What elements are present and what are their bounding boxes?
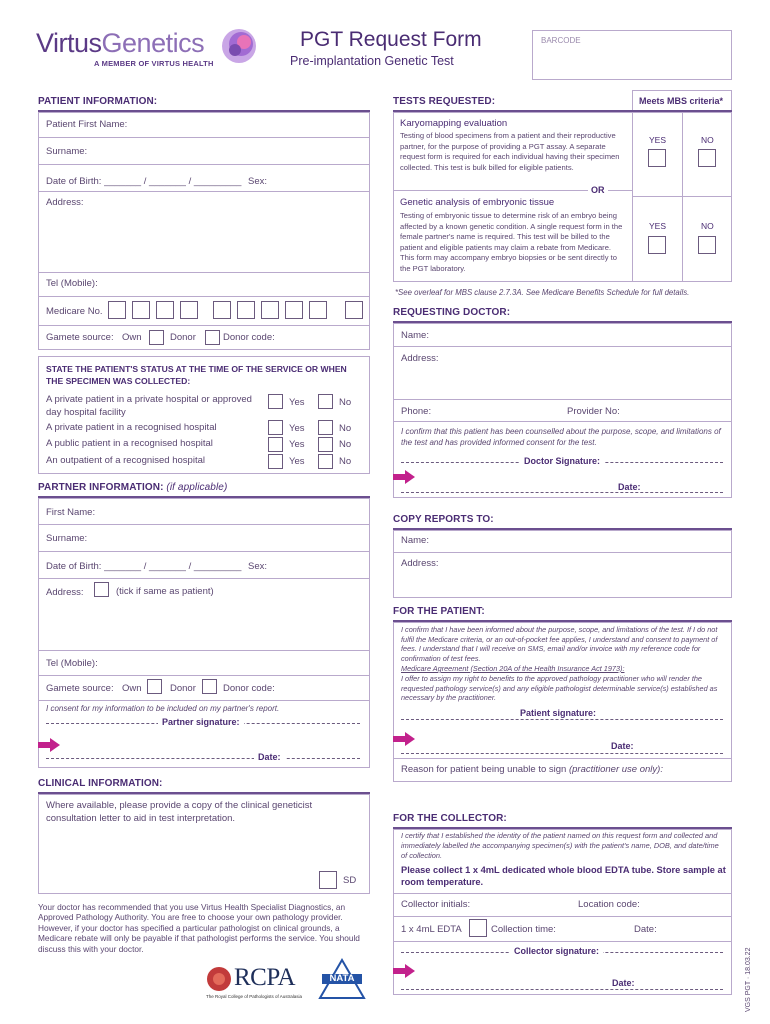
partner-sex-field[interactable]: Sex:: [248, 561, 268, 572]
brand-logo: [36, 28, 266, 72]
collection-date-field[interactable]: Date:: [634, 924, 657, 935]
medicare-number-boxes[interactable]: [108, 301, 370, 321]
status-row-1-no-label: No: [339, 397, 352, 408]
sd-checkbox[interactable]: [319, 871, 337, 889]
doctor-box: [393, 323, 732, 498]
karyo-no-checkbox[interactable]: [698, 149, 716, 167]
patient-donor-code-field[interactable]: Donor code:: [223, 332, 275, 343]
brand-subtitle: A MEMBER OF VIRTUS HEALTH: [94, 59, 214, 68]
brand-swirl-icon: [219, 26, 259, 66]
genetic-yes-checkbox[interactable]: [648, 236, 666, 254]
karyo-title: Karyomapping evaluation: [400, 118, 508, 129]
patient-unable-reason-field[interactable]: [401, 764, 663, 775]
rcpa-subtext: The Royal College of Pathologists of Australasia: [206, 994, 303, 999]
partner-signature-label: Partner signature:: [158, 717, 244, 727]
genetic-no-checkbox[interactable]: [698, 236, 716, 254]
status-row-4-no-checkbox[interactable]: [318, 454, 333, 469]
copy-address-field[interactable]: Address:: [401, 558, 439, 569]
barcode-label: BARCODE: [541, 36, 581, 45]
patient-address-field[interactable]: Address:: [46, 197, 84, 208]
edta-checkbox[interactable]: [469, 919, 487, 937]
doctor-provider-field[interactable]: Provider No:: [567, 406, 620, 417]
doctor-phone-field[interactable]: Phone:: [401, 406, 432, 417]
patient-sign-arrow-icon: [393, 732, 415, 746]
patient-heading: PATIENT INFORMATION:: [38, 96, 158, 107]
partner-consent-text: I consent for my information to be included on my partner's report.: [46, 704, 280, 713]
partner-date-label: Date:: [254, 752, 285, 762]
copy-heading: COPY REPORTS TO:: [393, 514, 494, 525]
partner-donor-code-field[interactable]: Donor code:: [223, 683, 275, 694]
edta-label: 1 x 4mL EDTA: [401, 924, 462, 935]
karyo-no-label: NO: [701, 135, 714, 145]
mbs-header-label: Meets MBS criteria*: [639, 96, 724, 106]
genetic-title: Genetic analysis of embryonic tissue: [400, 197, 555, 208]
mbs-note: *See overleaf for MBS clause 2.7.3A. See Medicare Benefits Schedule for full details.: [395, 288, 690, 297]
doctor-confirm-text: I confirm that this patient has been counselled about the purpose, scope, and limitations of the test and has provided informed consent for the test.: [401, 427, 721, 447]
partner-first-name-field[interactable]: First Name:: [46, 507, 96, 518]
patient-sex-field[interactable]: Sex:: [248, 176, 268, 187]
genetic-text: Testing of embryonic tissue to determine risk of an embryo being affected by a known genetic condition. A single request form in the female partner's name is required. This test will be billed to the patient and eligible patients may claim a rebate from Medicare. This form may accompany embryo biopsies or be sent directly to the PGT laboratory.: [400, 211, 623, 273]
patient-gamete-label: Gamete source:: [46, 332, 114, 343]
pathology-disclaimer: Your doctor has recommended that you use Virtus Health Specialist Diagnostics, an Approved Pathology Authority. You are free to choose your own pathology provider. However, if your doctor has specified a particular pathologist on clinical grounds, a Medicare rebate will only be payable if that pathologist performs the service. You should discuss this with your doctor.: [38, 902, 360, 954]
for-patient-text-1: I confirm that I have been informed about the purpose, scope, and limitations of the test. If I do not fulfil the Medicare criteria, or an out-of-pocket fee applies, I understand and consent to payment of fees. I understand that I will receive on SMS, email and/or invoice with my reference code for confirmation of test fees.: [401, 625, 718, 663]
for-patient-medicare-title: Medicare Agreement (Section 20A of the Health Insurance Act 1973):: [401, 664, 625, 673]
reason-note: (practitioner use only):: [568, 764, 663, 775]
clinical-heading: CLINICAL INFORMATION:: [38, 778, 163, 789]
patient-dob-field[interactable]: Date of Birth: _______ / _______ / _________: [46, 176, 242, 187]
collection-time-field[interactable]: Collection time:: [491, 924, 556, 935]
form-title: PGT Request Form: [300, 28, 482, 51]
copy-name-field[interactable]: Name:: [401, 535, 429, 546]
sd-label: SD: [343, 875, 357, 886]
patient-surname-field[interactable]: Surname:: [46, 146, 88, 157]
doctor-date-label: Date:: [614, 482, 645, 492]
status-row-3-yes-checkbox[interactable]: [268, 437, 283, 452]
karyo-yes-checkbox[interactable]: [648, 149, 666, 167]
collector-location-field[interactable]: Location code:: [578, 899, 640, 910]
status-row-2-yes-label: Yes: [289, 423, 305, 434]
collector-heading: FOR THE COLLECTOR:: [393, 813, 507, 824]
patient-tel-field[interactable]: Tel (Mobile):: [46, 278, 98, 289]
nata-logo: [318, 958, 366, 1000]
copy-box: [393, 530, 732, 598]
partner-info-box: [38, 498, 370, 768]
patient-medicare-label: Medicare No.: [46, 306, 103, 317]
partner-surname-field[interactable]: Surname:: [46, 533, 88, 544]
status-row-2-no-checkbox[interactable]: [318, 420, 333, 435]
status-row-3-no-label: No: [339, 439, 352, 450]
tests-heading: TESTS REQUESTED:: [393, 96, 496, 107]
karyo-yes-label: YES: [649, 135, 667, 145]
patient-signature-label: Patient signature:: [516, 708, 600, 718]
form-version-code: VGS PGT · 18.03.22: [745, 947, 752, 1012]
status-heading: STATE THE PATIENT'S STATUS AT THE TIME OF THE SERVICE OR WHEN THE SPECIMEN WAS COLLECTED:: [46, 364, 347, 386]
karyo-text: Testing of blood specimens from a patient and their reproductive partner, for the purpose of providing a PGT assay. A separate request form is required for each individual having their specimen collected. This test is bulk billed for eligible patients.: [400, 131, 620, 172]
clinical-text: Where available, please provide a copy of the clinical geneticist consultation letter to aid in test interpretation.: [46, 800, 313, 824]
status-row-4-yes-label: Yes: [289, 456, 305, 467]
partner-dob-field[interactable]: Date of Birth: _______ / _______ / _________: [46, 561, 242, 572]
for-patient-heading: FOR THE PATIENT:: [393, 606, 485, 617]
collector-instruction: Please collect 1 x 4mL dedicated whole blood EDTA tube. Store sample at room temperature.: [401, 865, 726, 887]
status-row-4-yes-checkbox[interactable]: [268, 454, 283, 469]
doctor-heading: REQUESTING DOCTOR:: [393, 307, 511, 318]
doctor-name-field[interactable]: Name:: [401, 330, 429, 341]
status-row-1-yes-label: Yes: [289, 397, 305, 408]
patient-donor-label: Donor: [170, 332, 196, 343]
status-row-1-label: A private patient in a private hospital or approved day hospital facility: [46, 394, 252, 418]
barcode-box[interactable]: [532, 30, 732, 80]
patient-own-label: Own: [122, 332, 142, 343]
status-row-1-no-checkbox[interactable]: [318, 394, 333, 409]
doctor-sign-arrow-icon: [393, 470, 415, 484]
brand-name-b: Genetics: [101, 28, 205, 58]
status-row-2-yes-checkbox[interactable]: [268, 420, 283, 435]
patient-first-name-field[interactable]: Patient First Name:: [46, 119, 128, 130]
collector-sign-arrow-icon: [393, 964, 415, 978]
status-row-3-yes-label: Yes: [289, 439, 305, 450]
partner-gamete-label: Gamete source:: [46, 683, 114, 694]
status-row-4-no-label: No: [339, 456, 352, 467]
partner-own-checkbox[interactable]: [147, 679, 162, 694]
nata-text: NATA: [329, 973, 355, 984]
rcpa-emblem-icon: [206, 966, 232, 992]
collector-initials-field[interactable]: Collector initials:: [401, 899, 471, 910]
partner-sign-arrow-icon: [38, 738, 60, 752]
status-row-1-yes-checkbox[interactable]: [268, 394, 283, 409]
patient-own-checkbox[interactable]: [149, 330, 164, 345]
partner-donor-label: Donor: [170, 683, 196, 694]
for-patient-text-2: I offer to assign my right to benefits to the approved pathology practitioner who will render the requested pathology service(s) and any eligible pathologist determinable service(s) established as necessary by the practitioner.: [401, 674, 718, 703]
form-subtitle: Pre-implantation Genetic Test: [290, 54, 454, 68]
partner-heading: [38, 482, 227, 493]
status-row-4-label: An outpatient of a recognised hospital: [46, 455, 205, 466]
genetic-yes-label: YES: [649, 221, 667, 231]
status-row-2-no-label: No: [339, 423, 352, 434]
reason-label: Reason for patient being unable to sign: [401, 764, 567, 775]
partner-heading-text: PARTNER INFORMATION:: [38, 482, 164, 493]
rcpa-text: RCPA: [234, 964, 296, 991]
tests-or-label: OR: [588, 185, 608, 195]
partner-tick-same-label: (tick if same as patient): [116, 586, 214, 597]
partner-tel-field[interactable]: Tel (Mobile):: [46, 658, 98, 669]
collector-signature-label: Collector signature:: [510, 946, 603, 956]
partner-donor-checkbox[interactable]: [202, 679, 217, 694]
mbs-header-cell: [632, 90, 732, 110]
genetic-no-label: NO: [701, 221, 714, 231]
patient-date-label: Date:: [607, 741, 638, 751]
status-row-2-label: A private patient in a recognised hospital: [46, 422, 217, 433]
brand-name-a: Virtus: [36, 28, 102, 58]
doctor-address-field[interactable]: Address:: [401, 353, 439, 364]
status-row-3-label: A public patient in a recognised hospital: [46, 438, 213, 449]
status-row-3-no-checkbox[interactable]: [318, 437, 333, 452]
rcpa-logo: [206, 964, 316, 1002]
patient-donor-checkbox[interactable]: [205, 330, 220, 345]
collector-certify-text: I certify that I established the identity of the patient named on this request form and collected and immediately labelled the accompanying specimen(s) with the patient's name, DOB, and date/time of collection.: [401, 831, 719, 860]
partner-heading-note: (if applicable): [166, 482, 228, 493]
collector-date-label: Date:: [608, 978, 639, 988]
partner-own-label: Own: [122, 683, 142, 694]
doctor-signature-label: Doctor Signature:: [520, 456, 604, 466]
partner-same-address-checkbox[interactable]: [94, 582, 109, 597]
partner-address-field[interactable]: Address:: [46, 587, 84, 598]
